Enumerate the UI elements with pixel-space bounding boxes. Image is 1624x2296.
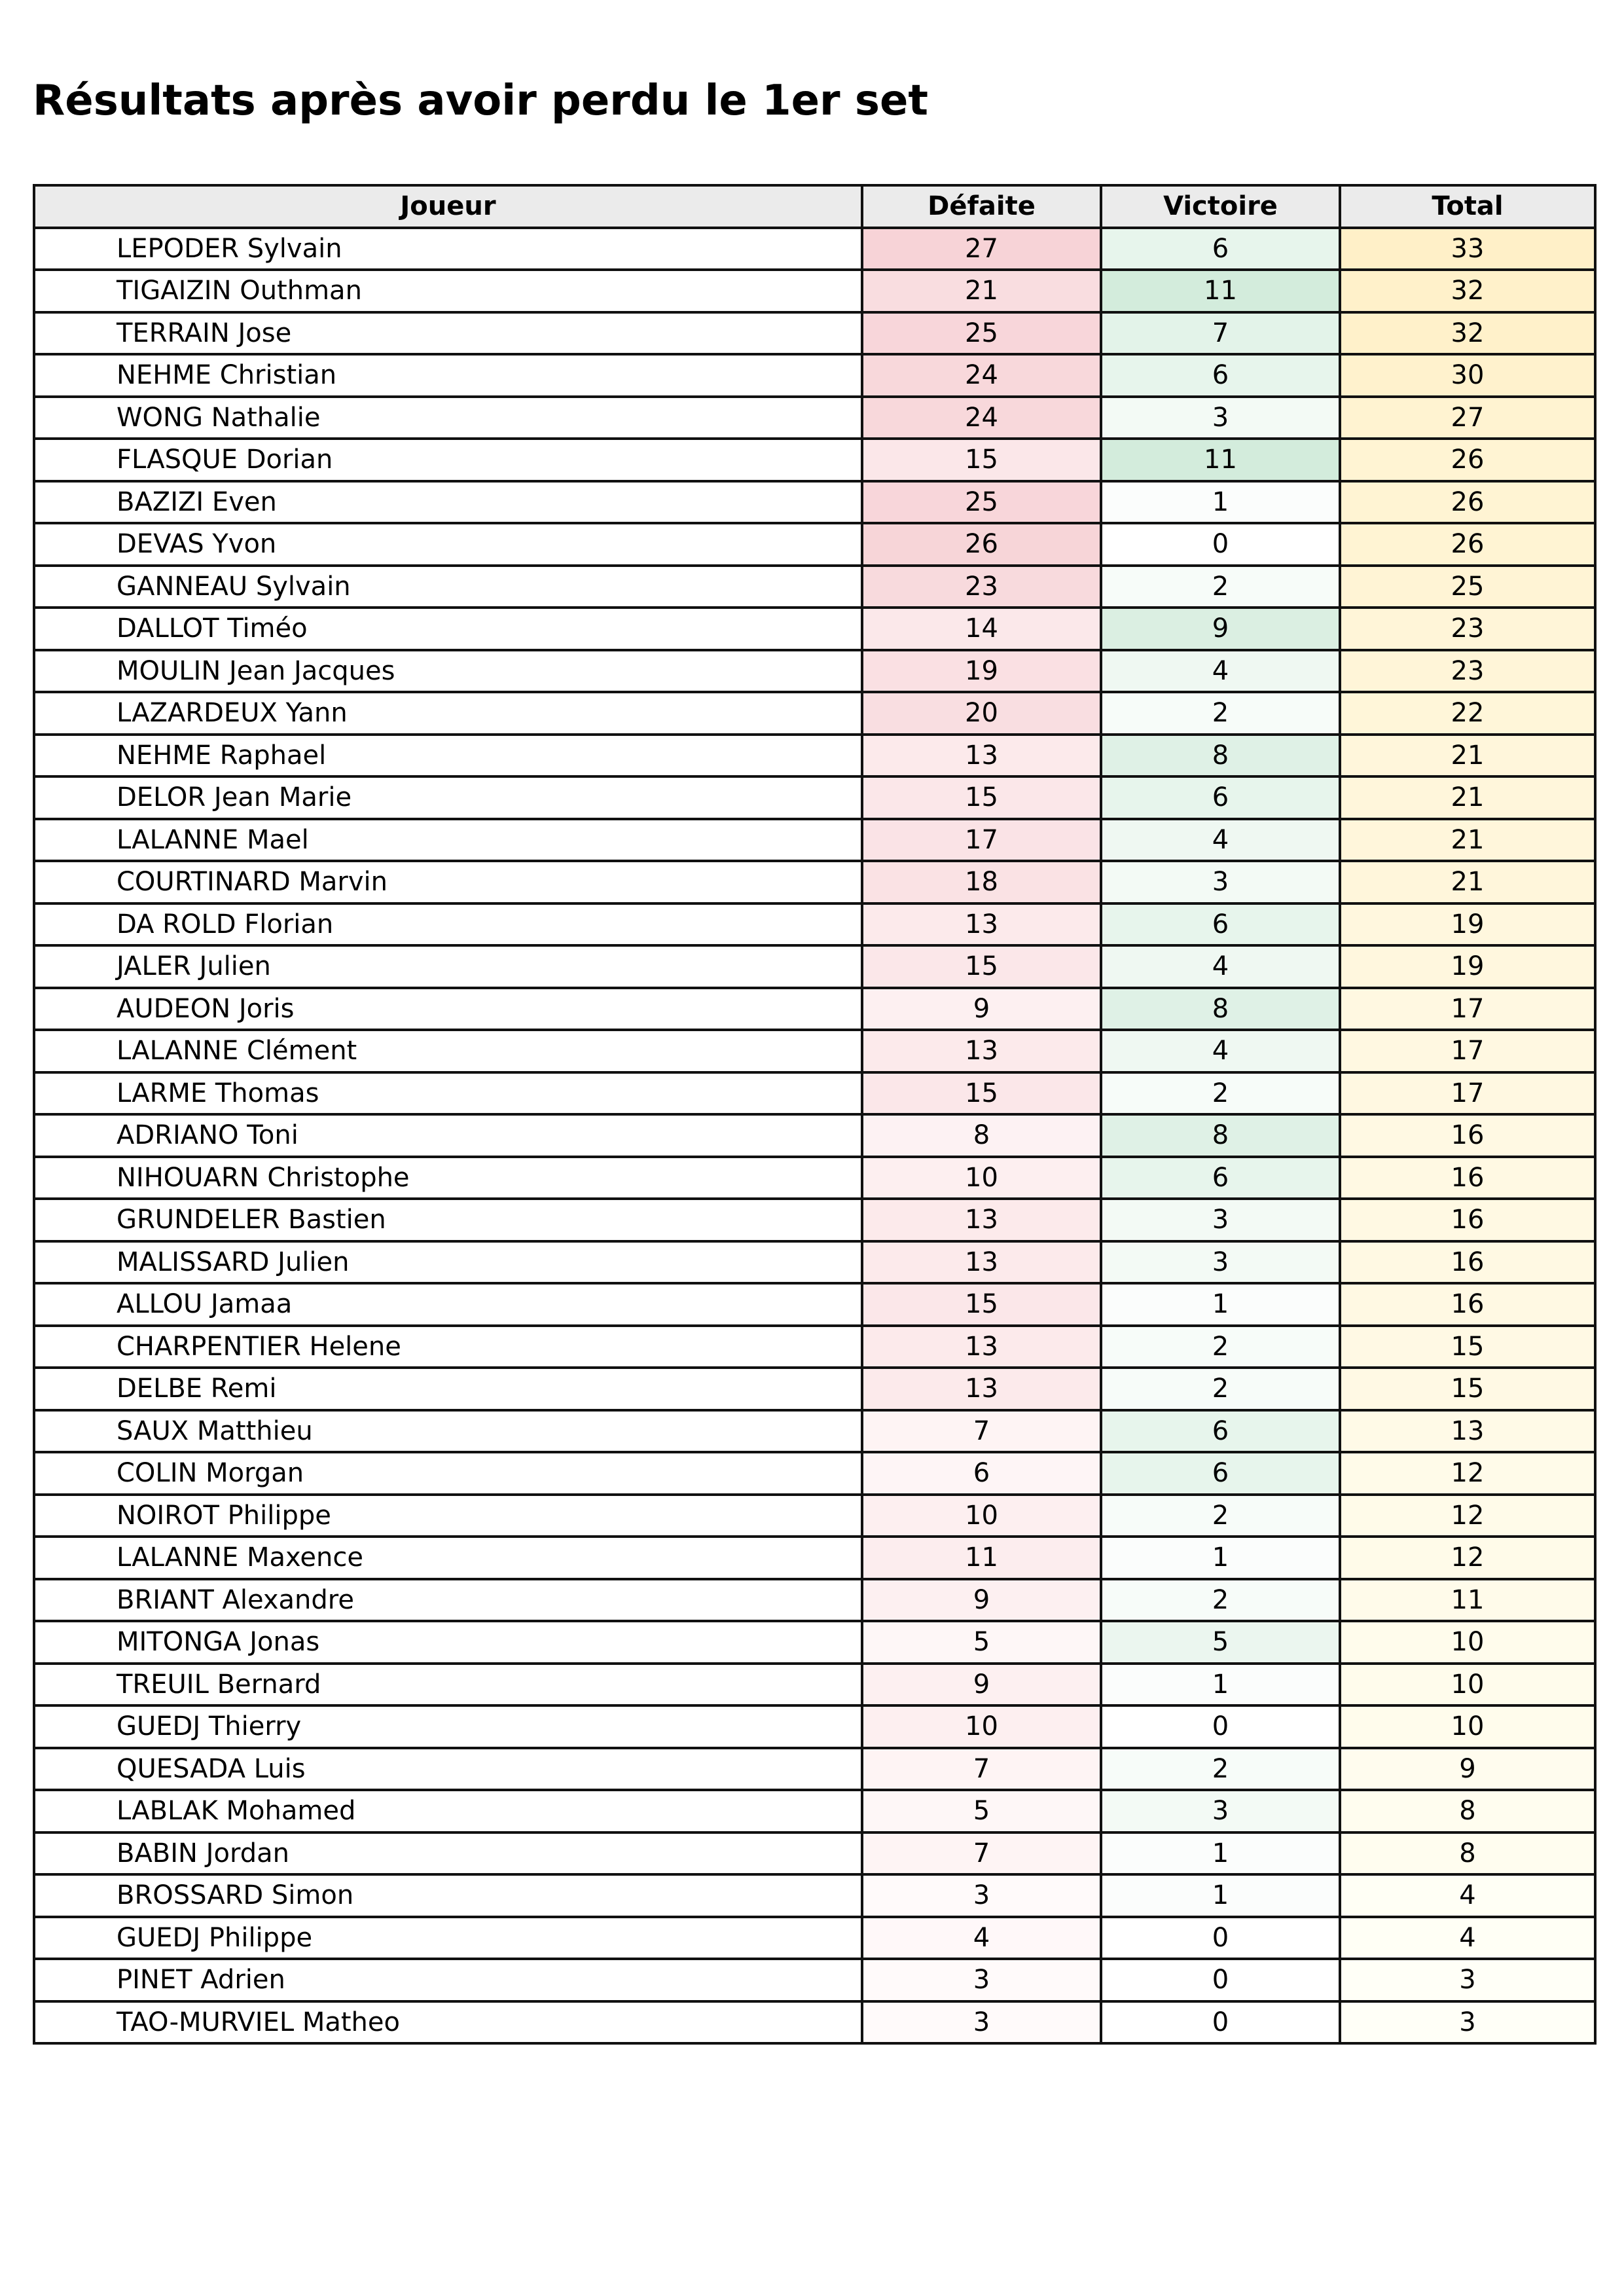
table-row: [34, 1621, 1595, 1664]
player-name: LAZARDEUX Yann: [34, 692, 862, 735]
header-joueur: Joueur: [34, 185, 862, 228]
table-row: [34, 1790, 1595, 1832]
victoire-cell: 3: [1101, 861, 1340, 903]
defaite-cell: 3: [862, 2001, 1101, 2044]
table-row: [34, 1832, 1595, 1875]
table-row: [34, 1241, 1595, 1284]
victoire-cell: 6: [1101, 776, 1340, 819]
player-name: JALER Julien: [34, 945, 862, 988]
player-name: TERRAIN Jose: [34, 312, 862, 355]
defaite-cell: 18: [862, 861, 1101, 903]
defaite-cell: 24: [862, 354, 1101, 397]
defaite-cell: 10: [862, 1705, 1101, 1748]
total-cell: 32: [1340, 312, 1595, 355]
header-defaite: Défaite: [862, 185, 1101, 228]
table-row: [34, 608, 1595, 650]
table-row: [34, 1030, 1595, 1072]
total-cell: 32: [1340, 270, 1595, 312]
total-cell: 21: [1340, 861, 1595, 903]
table-row: [34, 312, 1595, 355]
player-name: ALLOU Jamaa: [34, 1283, 862, 1326]
defaite-cell: 15: [862, 1283, 1101, 1326]
table-row: [34, 1917, 1595, 1959]
defaite-cell: 5: [862, 1621, 1101, 1664]
defaite-cell: 3: [862, 1959, 1101, 2001]
total-cell: 15: [1340, 1326, 1595, 1368]
total-cell: 13: [1340, 1410, 1595, 1453]
table-row: [34, 1579, 1595, 1622]
table-row: [34, 1452, 1595, 1495]
total-cell: 15: [1340, 1368, 1595, 1410]
total-cell: 12: [1340, 1537, 1595, 1579]
defaite-cell: 24: [862, 397, 1101, 439]
victoire-cell: 8: [1101, 1114, 1340, 1157]
victoire-cell: 6: [1101, 1452, 1340, 1495]
total-cell: 26: [1340, 481, 1595, 524]
total-cell: 16: [1340, 1157, 1595, 1199]
total-cell: 10: [1340, 1705, 1595, 1748]
defaite-cell: 13: [862, 1030, 1101, 1072]
player-name: COLIN Morgan: [34, 1452, 862, 1495]
player-name: AUDEON Joris: [34, 988, 862, 1030]
results-body: [34, 228, 1595, 2044]
player-name: WONG Nathalie: [34, 397, 862, 439]
player-name: NIHOUARN Christophe: [34, 1157, 862, 1199]
victoire-cell: 1: [1101, 481, 1340, 524]
victoire-cell: 0: [1101, 1959, 1340, 2001]
victoire-cell: 0: [1101, 523, 1340, 566]
victoire-cell: 2: [1101, 1579, 1340, 1622]
defaite-cell: 13: [862, 735, 1101, 777]
player-name: CHARPENTIER Helene: [34, 1326, 862, 1368]
table-row: [34, 1114, 1595, 1157]
defaite-cell: 4: [862, 1917, 1101, 1959]
defaite-cell: 25: [862, 312, 1101, 355]
player-name: NEHME Christian: [34, 354, 862, 397]
table-row: [34, 776, 1595, 819]
total-cell: 17: [1340, 1030, 1595, 1072]
player-name: GRUNDELER Bastien: [34, 1199, 862, 1241]
table-row: [34, 481, 1595, 524]
table-row: [34, 945, 1595, 988]
victoire-cell: 2: [1101, 1368, 1340, 1410]
table-row: [34, 1283, 1595, 1326]
player-name: LABLAK Mohamed: [34, 1790, 862, 1832]
defaite-cell: 9: [862, 1579, 1101, 1622]
victoire-cell: 9: [1101, 608, 1340, 650]
total-cell: 8: [1340, 1790, 1595, 1832]
victoire-cell: 1: [1101, 1832, 1340, 1875]
player-name: LALANNE Maxence: [34, 1537, 862, 1579]
victoire-cell: 6: [1101, 903, 1340, 946]
player-name: DELOR Jean Marie: [34, 776, 862, 819]
victoire-cell: 6: [1101, 354, 1340, 397]
table-row: [34, 1495, 1595, 1537]
table-row: [34, 692, 1595, 735]
table-row: [34, 1959, 1595, 2001]
player-name: SAUX Matthieu: [34, 1410, 862, 1453]
defaite-cell: 10: [862, 1495, 1101, 1537]
defaite-cell: 20: [862, 692, 1101, 735]
defaite-cell: 15: [862, 1072, 1101, 1115]
total-cell: 4: [1340, 1874, 1595, 1917]
victoire-cell: 0: [1101, 1917, 1340, 1959]
total-cell: 17: [1340, 1072, 1595, 1115]
table-row: [34, 523, 1595, 566]
victoire-cell: 2: [1101, 566, 1340, 608]
victoire-cell: 1: [1101, 1874, 1340, 1917]
defaite-cell: 23: [862, 566, 1101, 608]
defaite-cell: 7: [862, 1410, 1101, 1453]
table-row: [34, 1664, 1595, 1706]
total-cell: 12: [1340, 1495, 1595, 1537]
table-row: [34, 1368, 1595, 1410]
player-name: BAZIZI Even: [34, 481, 862, 524]
player-name: LARME Thomas: [34, 1072, 862, 1115]
total-cell: 21: [1340, 776, 1595, 819]
total-cell: 16: [1340, 1114, 1595, 1157]
total-cell: 8: [1340, 1832, 1595, 1875]
total-cell: 16: [1340, 1241, 1595, 1284]
defaite-cell: 13: [862, 1368, 1101, 1410]
defaite-cell: 9: [862, 1664, 1101, 1706]
victoire-cell: 1: [1101, 1664, 1340, 1706]
player-name: NOIROT Philippe: [34, 1495, 862, 1537]
table-row: [34, 1537, 1595, 1579]
player-name: NEHME Raphael: [34, 735, 862, 777]
table-row: [34, 903, 1595, 946]
victoire-cell: 6: [1101, 1410, 1340, 1453]
player-name: LALANNE Mael: [34, 819, 862, 862]
defaite-cell: 15: [862, 439, 1101, 481]
table-row: [34, 1157, 1595, 1199]
total-cell: 9: [1340, 1748, 1595, 1791]
table-row: [34, 1199, 1595, 1241]
defaite-cell: 13: [862, 1326, 1101, 1368]
table-row: [34, 1410, 1595, 1453]
player-name: LALANNE Clément: [34, 1030, 862, 1072]
victoire-cell: 11: [1101, 270, 1340, 312]
player-name: GUEDJ Thierry: [34, 1705, 862, 1748]
total-cell: 10: [1340, 1621, 1595, 1664]
victoire-cell: 2: [1101, 1326, 1340, 1368]
player-name: BABIN Jordan: [34, 1832, 862, 1875]
defaite-cell: 14: [862, 608, 1101, 650]
victoire-cell: 4: [1101, 1030, 1340, 1072]
table-row: [34, 735, 1595, 777]
total-cell: 27: [1340, 397, 1595, 439]
total-cell: 11: [1340, 1579, 1595, 1622]
total-cell: 21: [1340, 735, 1595, 777]
table-row: [34, 1874, 1595, 1917]
header-row: [34, 185, 1595, 228]
defaite-cell: 10: [862, 1157, 1101, 1199]
victoire-cell: 3: [1101, 1241, 1340, 1284]
victoire-cell: 11: [1101, 439, 1340, 481]
total-cell: 22: [1340, 692, 1595, 735]
total-cell: 21: [1340, 819, 1595, 862]
table-row: [34, 397, 1595, 439]
table-row: [34, 439, 1595, 481]
total-cell: 26: [1340, 523, 1595, 566]
victoire-cell: 3: [1101, 1199, 1340, 1241]
defaite-cell: 11: [862, 1537, 1101, 1579]
victoire-cell: 7: [1101, 312, 1340, 355]
table-row: [34, 354, 1595, 397]
victoire-cell: 0: [1101, 1705, 1340, 1748]
player-name: BROSSARD Simon: [34, 1874, 862, 1917]
table-row: [34, 819, 1595, 862]
player-name: PINET Adrien: [34, 1959, 862, 2001]
player-name: DEVAS Yvon: [34, 523, 862, 566]
player-name: MALISSARD Julien: [34, 1241, 862, 1284]
total-cell: 19: [1340, 945, 1595, 988]
victoire-cell: 8: [1101, 735, 1340, 777]
defaite-cell: 8: [862, 1114, 1101, 1157]
total-cell: 12: [1340, 1452, 1595, 1495]
defaite-cell: 15: [862, 945, 1101, 988]
victoire-cell: 6: [1101, 1157, 1340, 1199]
table-row: [34, 270, 1595, 312]
player-name: DELBE Remi: [34, 1368, 862, 1410]
total-cell: 3: [1340, 2001, 1595, 2044]
player-name: QUESADA Luis: [34, 1748, 862, 1791]
victoire-cell: 4: [1101, 650, 1340, 693]
table-row: [34, 228, 1595, 270]
defaite-cell: 3: [862, 1874, 1101, 1917]
total-cell: 19: [1340, 903, 1595, 946]
victoire-cell: 6: [1101, 228, 1340, 270]
table-row: [34, 1326, 1595, 1368]
table-row: [34, 2001, 1595, 2044]
defaite-cell: 21: [862, 270, 1101, 312]
player-name: GUEDJ Philippe: [34, 1917, 862, 1959]
page-title: Résultats après avoir perdu le 1er set: [33, 77, 928, 125]
defaite-cell: 7: [862, 1748, 1101, 1791]
victoire-cell: 1: [1101, 1283, 1340, 1326]
table-row: [34, 1748, 1595, 1791]
defaite-cell: 13: [862, 1241, 1101, 1284]
player-name: LEPODER Sylvain: [34, 228, 862, 270]
total-cell: 10: [1340, 1664, 1595, 1706]
defaite-cell: 9: [862, 988, 1101, 1030]
player-name: FLASQUE Dorian: [34, 439, 862, 481]
victoire-cell: 2: [1101, 1748, 1340, 1791]
total-cell: 3: [1340, 1959, 1595, 2001]
defaite-cell: 19: [862, 650, 1101, 693]
victoire-cell: 5: [1101, 1621, 1340, 1664]
total-cell: 16: [1340, 1199, 1595, 1241]
player-name: TREUIL Bernard: [34, 1664, 862, 1706]
defaite-cell: 7: [862, 1832, 1101, 1875]
total-cell: 26: [1340, 439, 1595, 481]
player-name: COURTINARD Marvin: [34, 861, 862, 903]
player-name: DALLOT Timéo: [34, 608, 862, 650]
victoire-cell: 3: [1101, 397, 1340, 439]
defaite-cell: 15: [862, 776, 1101, 819]
player-name: MOULIN Jean Jacques: [34, 650, 862, 693]
table-row: [34, 566, 1595, 608]
defaite-cell: 17: [862, 819, 1101, 862]
defaite-cell: 13: [862, 903, 1101, 946]
total-cell: 25: [1340, 566, 1595, 608]
player-name: BRIANT Alexandre: [34, 1579, 862, 1622]
total-cell: 17: [1340, 988, 1595, 1030]
results-table: [33, 184, 1597, 2045]
defaite-cell: 27: [862, 228, 1101, 270]
player-name: GANNEAU Sylvain: [34, 566, 862, 608]
defaite-cell: 5: [862, 1790, 1101, 1832]
total-cell: 23: [1340, 650, 1595, 693]
victoire-cell: 1: [1101, 1537, 1340, 1579]
defaite-cell: 25: [862, 481, 1101, 524]
victoire-cell: 8: [1101, 988, 1340, 1030]
table-row: [34, 861, 1595, 903]
header-victoire: Victoire: [1101, 185, 1340, 228]
total-cell: 33: [1340, 228, 1595, 270]
defaite-cell: 6: [862, 1452, 1101, 1495]
defaite-cell: 26: [862, 523, 1101, 566]
header-total: Total: [1340, 185, 1595, 228]
player-name: DA ROLD Florian: [34, 903, 862, 946]
victoire-cell: 3: [1101, 1790, 1340, 1832]
player-name: TIGAIZIN Outhman: [34, 270, 862, 312]
total-cell: 30: [1340, 354, 1595, 397]
total-cell: 16: [1340, 1283, 1595, 1326]
table-row: [34, 650, 1595, 693]
victoire-cell: 2: [1101, 692, 1340, 735]
victoire-cell: 4: [1101, 945, 1340, 988]
player-name: TAO-MURVIEL Matheo: [34, 2001, 862, 2044]
table-row: [34, 1705, 1595, 1748]
player-name: MITONGA Jonas: [34, 1621, 862, 1664]
victoire-cell: 2: [1101, 1072, 1340, 1115]
player-name: ADRIANO Toni: [34, 1114, 862, 1157]
victoire-cell: 0: [1101, 2001, 1340, 2044]
victoire-cell: 4: [1101, 819, 1340, 862]
total-cell: 23: [1340, 608, 1595, 650]
total-cell: 4: [1340, 1917, 1595, 1959]
table-row: [34, 1072, 1595, 1115]
table-row: [34, 988, 1595, 1030]
defaite-cell: 13: [862, 1199, 1101, 1241]
victoire-cell: 2: [1101, 1495, 1340, 1537]
